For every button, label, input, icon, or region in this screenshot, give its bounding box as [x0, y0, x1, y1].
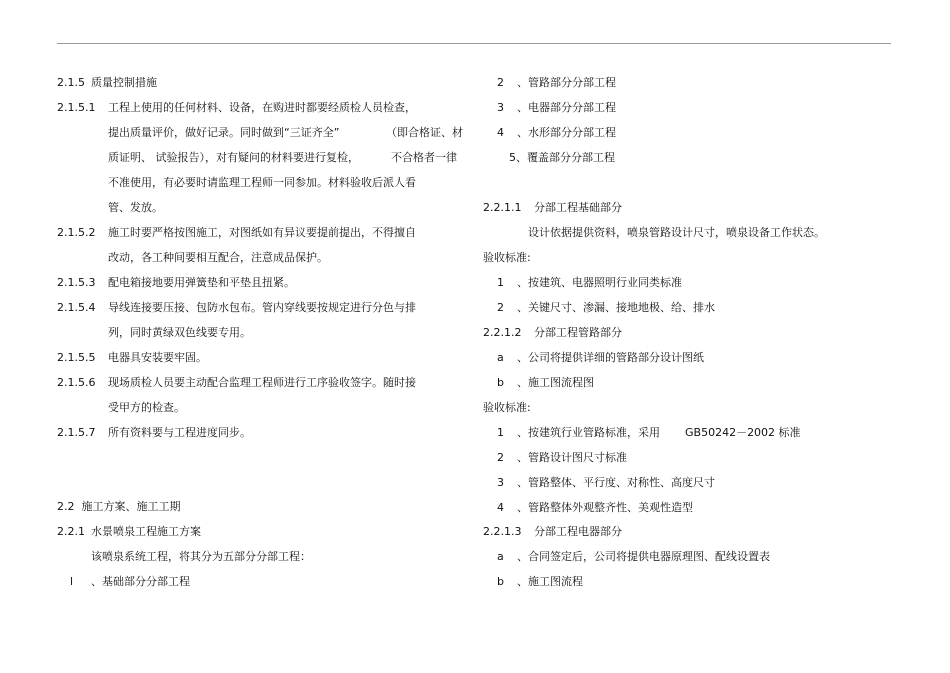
list-item: 、合同签定后，公司将提供电器原理图、配线设置表	[517, 550, 770, 563]
list-marker: 4	[497, 126, 504, 139]
item-number: 2.1.5.7	[57, 426, 96, 439]
list-marker: l	[70, 575, 74, 588]
list-marker: 3	[497, 476, 504, 489]
list-item: 、关键尺寸、渗漏、接地地极、给、排水	[517, 301, 715, 314]
paragraph-line: 施工时要严格按图施工，对图纸如有异议要提前提出，不得擅自	[108, 226, 416, 239]
section-title: 分部工程基础部分	[534, 201, 622, 214]
paragraph-line: 质证明、 试验报告），对有疑问的材料要进行复检，	[108, 151, 359, 164]
paragraph-line: 不合格者一律	[391, 151, 457, 164]
acceptance-label: 验收标准:	[483, 401, 531, 414]
list-item: 、公司将提供详细的管路部分设计图纸	[517, 351, 704, 364]
list-marker: 1	[497, 426, 504, 439]
item-number: 2.1.5.4	[57, 301, 96, 314]
acceptance-label: 验收标准:	[483, 251, 531, 264]
section-title: 分部工程管路部分	[534, 326, 622, 339]
item-number: 2.2.1.3	[483, 525, 522, 538]
section-title: 质量控制措施	[91, 76, 157, 89]
paragraph-line: 列，同时黄绿双色线要专用。	[108, 326, 251, 339]
item-number: 2.1.5.6	[57, 376, 96, 389]
list-marker: 2	[497, 451, 504, 464]
list-marker: b	[497, 376, 504, 389]
list-marker: 4	[497, 501, 504, 514]
paragraph-line: 工程上使用的任何材料、设备，在购进时都要经质检人员检查，	[108, 101, 416, 114]
item-number: 2.1.5.1	[57, 101, 96, 114]
paragraph-line: 该喷泉系统工程，将其分为五部分分部工程：	[91, 550, 311, 563]
list-item: 、管路整体外观整齐性、美观性造型	[517, 501, 693, 514]
list-marker: 2	[497, 76, 504, 89]
section-title: 分部工程电器部分	[534, 525, 622, 538]
paragraph-line: 改动，各工种间要相互配合，注意成品保护。	[108, 251, 328, 264]
paragraph-line: 现场质检人员要主动配合监理工程师进行工序验收签字。随时接	[108, 376, 416, 389]
list-item: 、管路整体、平行度、对称性、高度尺寸	[517, 476, 715, 489]
list-item: 5、覆盖部分分部工程	[509, 151, 615, 164]
list-marker: 2	[497, 301, 504, 314]
list-item: 、管路部分分部工程	[517, 76, 616, 89]
list-marker: 1	[497, 276, 504, 289]
paragraph-line: 所有资料要与工程进度同步。	[108, 426, 251, 439]
list-item: 、按建筑行业管路标准，采用	[517, 426, 660, 439]
paragraph-line: 提出质量评价，做好记录。同时做到“三证齐全”	[108, 126, 340, 139]
item-number: 2.1.5.3	[57, 276, 96, 289]
section-number: 2.1.5	[57, 76, 85, 89]
list-item: 、基础部分分部工程	[91, 575, 190, 588]
paragraph-line: 配电箱接地要用弹簧垫和平垫且扭紧。	[108, 276, 295, 289]
list-item: 、电器部分分部工程	[517, 101, 616, 114]
list-marker: 3	[497, 101, 504, 114]
list-item: 、按建筑、电器照明行业同类标准	[517, 276, 682, 289]
paragraph-line: 不准使用，有必要时请监理工程师一同参加。材料验收后派人看	[108, 176, 416, 189]
item-number: 2.1.5.2	[57, 226, 96, 239]
header-rule	[57, 43, 891, 44]
section-number: 2.2.1	[57, 525, 85, 538]
list-marker: a	[497, 550, 504, 563]
paragraph-line: 受甲方的检查。	[108, 401, 185, 414]
list-item: 、管路设计图尺寸标准	[517, 451, 627, 464]
list-item: 、施工图流程图	[517, 376, 594, 389]
paragraph-line: 管、发放。	[108, 201, 163, 214]
list-item: 、施工图流程	[517, 575, 583, 588]
section-heading: 2.2 施工方案、施工工期	[57, 500, 181, 513]
paragraph-line: 电器具安装要牢固。	[108, 351, 207, 364]
list-marker: b	[497, 575, 504, 588]
paragraph-line: （即合格证、材	[386, 126, 463, 139]
item-number: 2.2.1.1	[483, 201, 522, 214]
section-title: 水景喷泉工程施工方案	[91, 525, 201, 538]
list-item: 、水形部分分部工程	[517, 126, 616, 139]
paragraph-line: 导线连接要压接、包防水包布。管内穿线要按规定进行分色与排	[108, 301, 416, 314]
paragraph-line: 设计依据提供资料，喷泉管路设计尺寸，喷泉设备工作状态。	[528, 226, 825, 239]
item-number: 2.1.5.5	[57, 351, 96, 364]
item-number: 2.2.1.2	[483, 326, 522, 339]
list-marker: a	[497, 351, 504, 364]
standard-code: GB50242－2002 标准	[685, 426, 801, 439]
